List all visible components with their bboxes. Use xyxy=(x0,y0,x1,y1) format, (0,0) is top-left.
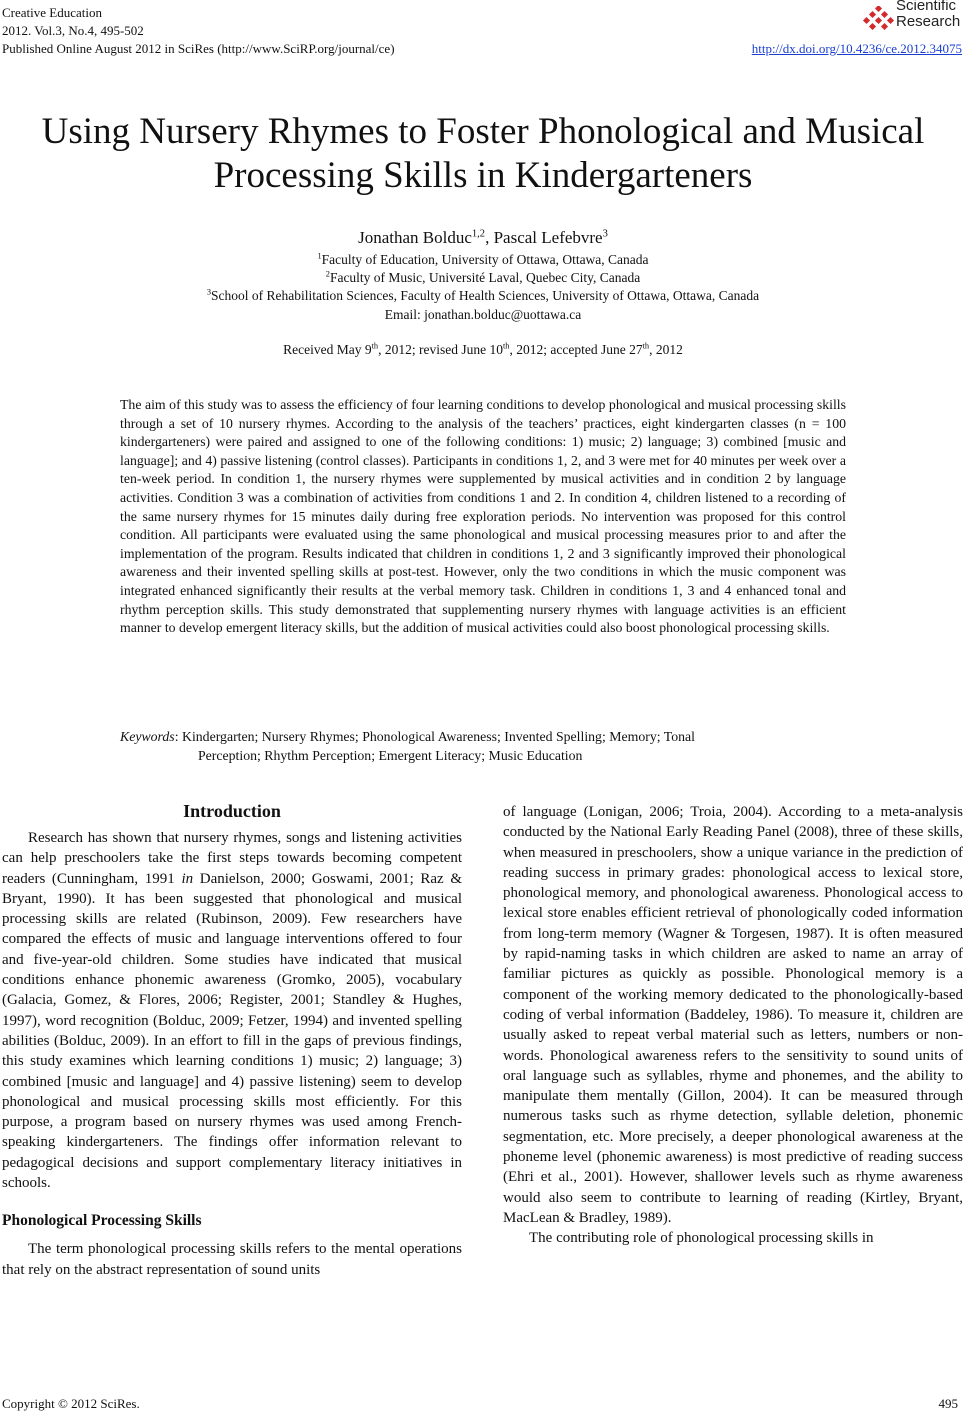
affiliation-3 xyxy=(0,286,966,305)
received-sup-2: th xyxy=(502,341,510,351)
keywords-label: Keywords xyxy=(120,729,175,744)
page-number: 495 xyxy=(938,1396,958,1411)
author-email: Email: jonathan.bolduc@uottawa.ca xyxy=(384,307,582,322)
right-column xyxy=(503,802,963,1249)
section-heading-introduction: Introduction xyxy=(183,801,281,821)
received-part-4: , 2012 xyxy=(649,342,683,357)
publisher-logo xyxy=(862,0,962,36)
affiliation-2-text: Faculty of Music, Université Laval, Quebec City, Canada xyxy=(329,270,641,285)
journal-header xyxy=(2,4,395,58)
keywords-line-1: Kindergarten; Nursery Rhymes; Phonological Awareness; Invented Spelling; Memory; Tonal xyxy=(181,729,696,744)
affiliation-1 xyxy=(0,250,966,269)
right-paragraph-1: of language (Lonigan, 2006; Troia, 2004). According to a meta-analysis conducted by the National Early Reading Panel (2008), three of these skills, when measured in preschoolers, show a unique variance in the prediction of reading success in primary grades: phonological access to lexical store, phonological memory, and phonological awareness. Phonological access to lexical store enables efficient retrieval of phonologically coded information from long-term memory (Wagner & Torgesen, 1987). It is often measured by rapid-naming tasks in which children are asked to name an array of familiar pictures as quickly as possible. Phonological memory is a component of the working memory dedicated to the phonologically-based coding of verbal information (Baddeley, 1986). To measure it, children are usually asked to repeat verbal material such as letters, numbers or non-words. Phonological awareness refers to the sensitivity to sound units of oral language such as syllables, rhyme and phonemes, and the ability to manipulate them mentally (Gillon, 2004). It can be measured through numerous tasks such as rhyme detection, syllable deletion, phonemic segmentation, etc. More precisely, a deeper phonological awareness at the phoneme level (phonemic awareness) is most predictive of reading success (Ehri et al., 2001). However, shallower levels such as rhyme awareness would also seem to contribute to learning of reading (Kirtley, Bryant, MacLean & Bradley, 1989). xyxy=(503,804,963,1226)
affiliation-3-text: School of Rehabilitation Sciences, Faculty of Health Sciences, University of Ottawa, Ottawa, Canada xyxy=(211,288,760,303)
title-line-2: Processing Skills in Kindergarteners xyxy=(213,155,753,196)
affiliation-1-text: Faculty of Education, University of Ottawa, Ottawa, Canada xyxy=(321,252,649,267)
author-2-affil: 3 xyxy=(602,228,608,240)
received-part-1: Received May 9 xyxy=(283,342,372,357)
logo-text xyxy=(896,0,960,30)
received-sup-1: th xyxy=(371,341,379,351)
phonological-paragraph: The term phonological processing skills refers to the mental operations that rely on the abstract representation of sound units xyxy=(2,1241,462,1278)
footer-copyright: Copyright © 2012 SciRes. xyxy=(2,1396,140,1411)
logo-text-line2: Research xyxy=(896,13,961,30)
doi-link[interactable]: http://dx.doi.org/10.4236/ce.2012.34075 xyxy=(751,41,962,56)
affiliation-2 xyxy=(0,268,966,287)
abstract: The aim of this study was to assess the efficiency of four learning conditions to develop phonological and musical processing skills through a set of 10 nursery rhymes. According to the analysis of the teachers’ practices, eight kindergarten classes (n = 100 kindergarteners) were paired and assigned to one of the following conditions: 1) music; 2) language; 3) combined [music and language]; and 4) passive listening (control classes). Participants in conditions 1, 2, and 3 were met for 40 minutes per week over a ten-week period. In condition 1, the nursery rhymes were supplemented by musical activities and in condition 2 by language activities. Condition 3 was a combination of activities from conditions 1 and 2. In condition 4, children listened to a recording of the same nursery rhymes for 15 minutes daily during free exploration periods. No intervention was proposed for this control condition. All participants were evaluated using the same phonological and musical processing measures prior to and after the implementation of the program. Results indicated that children in conditions 1, 2 and 3 significantly improved their phonological awareness and their invented spelling skills at post-test. However, only the two conditions in which the music component was integrated enhanced significantly their results at the verbal memory task. Children in conditions 1, 3 and 4 enhanced tonal and rhythm perception skills. This study demonstrated that supplementing nursery rhymes with language activities is an efficient manner to develop emergent literacy skills, but the addition of musical activities could also boost phonological processing skills. xyxy=(120,397,846,636)
right-paragraph-2: The contributing role of phonological processing skills in xyxy=(529,1230,874,1247)
journal-name: Creative Education xyxy=(2,5,102,20)
title-line-1: Using Nursery Rhymes to Foster Phonological and Musical xyxy=(41,111,925,152)
received-sup-3: th xyxy=(642,341,650,351)
left-column xyxy=(2,800,462,1280)
author-1-affil: 1,2 xyxy=(471,228,486,240)
section-heading-phonological: Phonological Processing Skills xyxy=(2,1212,202,1230)
intro-in-italic: in xyxy=(181,870,194,887)
keywords-colon: : xyxy=(174,729,182,744)
affiliation-2-number: 2 xyxy=(325,269,330,279)
affiliation-1-number: 1 xyxy=(317,251,322,261)
received-part-3: , 2012; accepted June 27 xyxy=(509,342,643,357)
logo-diamond-icon xyxy=(862,6,896,30)
paper-title xyxy=(0,110,966,198)
author-2: Pascal Lefebvre xyxy=(493,228,603,247)
author-separator: , xyxy=(485,228,494,247)
received-dates xyxy=(0,342,966,358)
intro-text-a: Research has shown that nursery rhymes, songs and listening activities can help preschoolers take the first steps towards becoming competent readers (Cunningham, 1991 xyxy=(2,830,462,887)
intro-paragraph xyxy=(2,828,462,1193)
published-online: Published Online August 2012 in SciRes (http://www.SciRP.org/journal/ce) xyxy=(2,41,395,56)
intro-text-b: Danielson, 2000; Goswami, 2001; Raz & Bryant, 1990). It has been suggested that phonological and musical processing skills are related (Rubinson, 2009). Few researchers have compared the effects of music and language interventions offered to four and five-year-old children. Some studies have indicated that musical conditions enhance phonemic awareness (Gromko, 2005), vocabulary (Galacia, Gomez, & Flores, 2006; Register, 2001; Standley & Hughes, 1997), word recognition (Bolduc, 2009; Fetzer, 1994) and invented spelling abilities (Bolduc, 2009). In an effort to fill in the gaps of previous findings, this study examines which learning conditions 1) music; 2) language; 3) combined [music and language] and 4) passive listening) seem to develop phonological and musical processing skills most efficiently. For this purpose, a program based on nursery rhymes was used among French-speaking kindergarteners. The findings offer information relevant to pedagogical decisions and support complementary literacy initiatives in schools. xyxy=(2,870,463,1192)
journal-volume: 2012. Vol.3, No.4, 495-502 xyxy=(2,23,144,38)
affiliation-3-number: 3 xyxy=(206,287,212,297)
author-list xyxy=(0,228,966,248)
logo-text-line1: Scientific xyxy=(896,0,957,14)
author-1: Jonathan Bolduc xyxy=(358,228,472,247)
received-part-2: , 2012; revised June 10 xyxy=(378,342,503,357)
keywords-line-2: Perception; Rhythm Perception; Emergent Literacy; Music Education xyxy=(198,748,583,763)
keywords xyxy=(120,727,846,765)
